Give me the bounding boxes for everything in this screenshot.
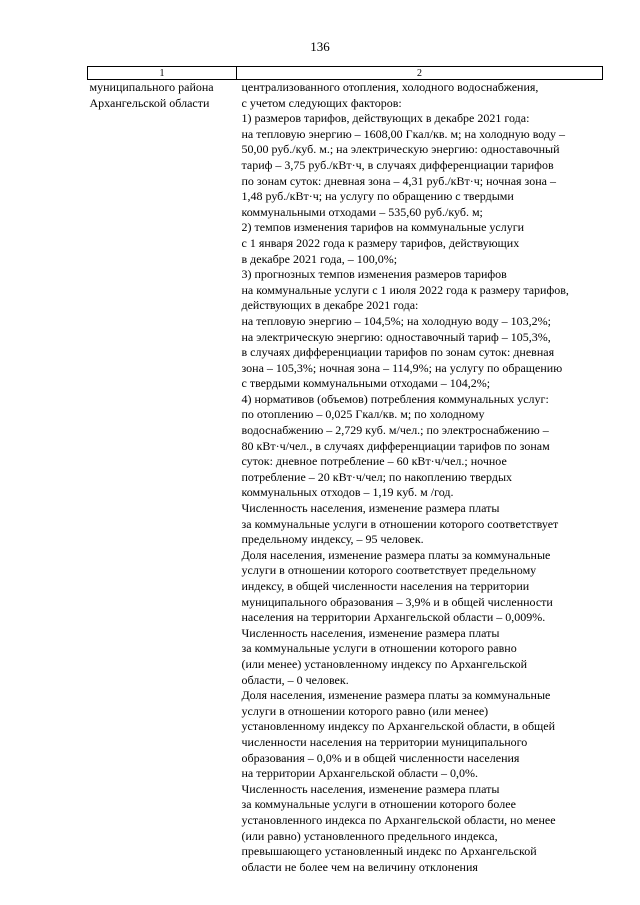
text-line: за коммунальные услуги в отношении которого равно	[241, 641, 517, 656]
text-line: по зонам суток: дневная зона – 4,31 руб./кВт·ч; ночная зона –	[241, 173, 556, 188]
text-line: коммунальных отходов – 1,19 куб. м /год.	[241, 485, 454, 500]
text-line: на коммунальные услуги с 1 июля 2022 года к размеру тарифов,	[241, 282, 569, 297]
text-line: образования – 0,0% и в общей численности населения	[241, 750, 520, 765]
text-line: в декабре 2021 года, – 100,0%;	[241, 251, 398, 266]
column-header-2: 2	[237, 67, 603, 80]
text-line: численности населения на территории муниципального	[241, 734, 528, 749]
text-line: 1,48 руб./кВт·ч; на услугу по обращению с твердыми	[241, 189, 514, 204]
text-line: индексу, в общей численности населения на территории	[241, 579, 530, 593]
text-line: Численность населения, изменение размера платы	[241, 501, 500, 516]
text-line: Численность населения, изменение размера платы	[241, 781, 500, 796]
text-line: централизованного отопления, холодного водоснабжения,	[241, 80, 539, 94]
text-line: превышающего установленный индекс по Архангельской	[241, 844, 537, 859]
text-line: коммунальными отходами – 535,60 руб./куб. м;	[241, 204, 483, 219]
text-line: с учетом следующих факторов:	[241, 95, 402, 110]
text-line: на тепловую энергию – 1608,00 Гкал/кв. м; на холодную воду –	[241, 126, 566, 141]
text-line: водоснабжению – 2,729 куб. м/чел.; по электроснабжению –	[241, 423, 549, 438]
text-line: муниципального образования – 3,9% и в общей численности	[241, 594, 553, 609]
text-line: действующих в декабре 2021 года:	[241, 298, 419, 313]
text-line: Численность населения, изменение размера платы	[241, 625, 500, 640]
column-header-1: 1	[88, 67, 237, 80]
text-line: потребление – 20 кВт·ч/чел; по накоплению твердых	[241, 469, 513, 484]
text-line: 3) прогнозных темпов изменения размеров тарифов	[241, 267, 507, 282]
text-line: за коммунальные услуги в отношении которого соответствует	[241, 516, 559, 531]
text-line: тариф – 3,75 руб./кВт·ч, в случаях дифференциации тарифов	[241, 157, 554, 172]
text-line: на тепловую энергию – 104,5%; на холодную воду – 103,2%;	[241, 313, 551, 328]
text-line: населения на территории Архангельской области – 0,009%.	[241, 610, 546, 625]
text-line: за коммунальные услуги в отношении которого более	[241, 797, 516, 812]
text-line: в случаях дифференциации тарифов по зонам суток: дневная	[241, 345, 555, 360]
text-line: на территории Архангельской области – 0,0%.	[241, 766, 479, 781]
text-line: муниципального района	[89, 80, 214, 94]
text-line: 50,00 руб./куб. м.; на электрическую энергию: одноставочный	[241, 142, 560, 157]
text-line: установленному индексу по Архангельской области, в общей	[241, 719, 556, 734]
text-line: с 1 января 2022 года к размеру тарифов, действующих	[241, 235, 520, 250]
text-line: предельному индексу, – 95 человек.	[241, 532, 424, 547]
text-line: услуги в отношении которого равно (или менее)	[241, 703, 489, 718]
text-line: области не более чем на величину отклонения	[241, 859, 478, 874]
table-header-row	[88, 67, 603, 80]
description-cell	[237, 80, 603, 876]
text-line: на электрическую энергию: одноставочный тариф – 105,3%,	[241, 329, 551, 344]
text-line: суток: дневное потребление – 60 кВт·ч/чел.; ночное	[241, 454, 507, 469]
text-line: Архангельской области	[89, 95, 210, 110]
table-row	[88, 80, 603, 876]
text-line: (или равно) установленного предельного индекса,	[241, 828, 498, 843]
text-line: Доля населения, изменение размера платы за коммунальные	[241, 547, 551, 562]
text-line: Доля населения, изменение размера платы за коммунальные	[241, 688, 551, 703]
text-line: с твердыми коммунальными отходами – 104,2%;	[241, 376, 491, 391]
text-line: 80 кВт·ч/чел., в случаях дифференциации тарифов по зонам	[241, 438, 550, 453]
text-line: 2) темпов изменения тарифов на коммунальные услуги	[241, 220, 525, 235]
text-line: области, – 0 человек.	[241, 672, 349, 687]
region-name-cell	[88, 80, 237, 876]
document-table	[87, 66, 603, 875]
text-line: услуги в отношении которого соответствует предельному	[241, 563, 537, 578]
text-line: 1) размеров тарифов, действующих в декабре 2021 года:	[241, 111, 530, 126]
text-line: установленного индекса по Архангельской области, но менее	[241, 812, 556, 827]
text-line: 4) нормативов (объемов) потребления коммунальных услуг:	[241, 391, 549, 406]
page-number: 136	[310, 39, 330, 54]
text-line: зона – 105,3%; ночная зона – 114,9%; на услугу по обращению	[241, 360, 563, 375]
text-line: (или менее) установленному индексу по Архангельской	[241, 656, 527, 671]
text-line: по отоплению – 0,025 Гкал/кв. м; по холодному	[241, 407, 485, 422]
